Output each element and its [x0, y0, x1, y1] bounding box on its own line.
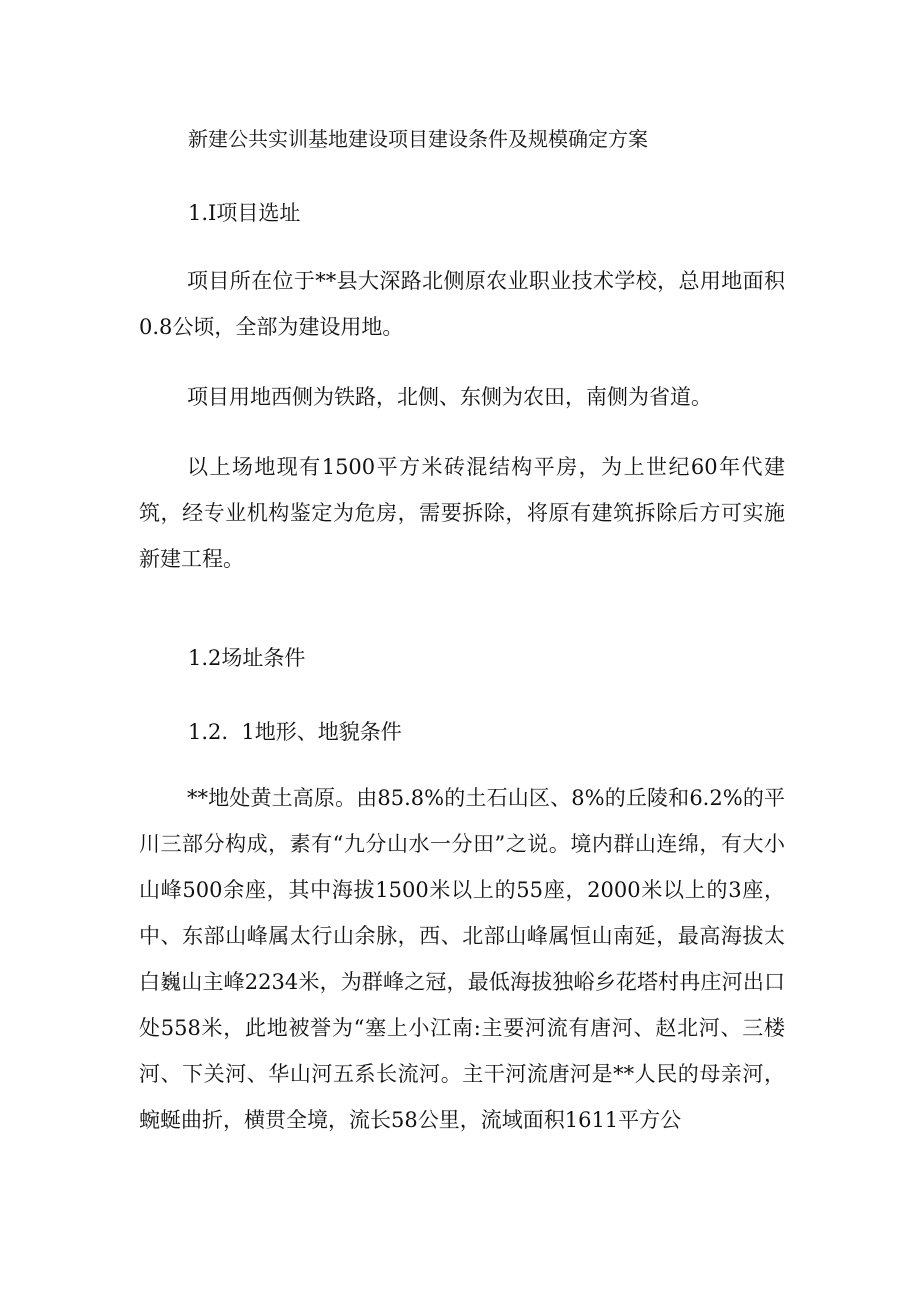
document-title: 新建公共实训基地建设项目建设条件及规模确定方案	[188, 127, 648, 151]
section-heading-1-2: 1.2场址条件	[188, 646, 306, 670]
section-heading-1-1: 1.I项目选址	[188, 201, 301, 225]
paragraph-terrain: **地处黄土高原。由85.8%的土石山区、8%的丘陵和6.2%的平川三部分构成，素有“九分山水一分田”之说。境内群山连绵，有大小山峰500余座，其中海拔1500米以上的55座，2000米以上的3座，中、东部山峰属太行山余脉，西、北部山峰属恒山南延，最高海拔太白巍山主峰2234米，为群峰之冠，最低海拔独峪乡花塔村冉庄河出口处558米，此地被誉为“塞上小江南:主要河流有唐河、赵北河、三楼河、下关河、华山河五系长流河。主干河流唐河是**人民的母亲河，蜿蜒曲折，横贯全境，流长58公里，流域面积1611平方公	[139, 786, 785, 1132]
paragraph-existing-buildings: 以上场地现有1500平方米砖混结构平房，为上世纪60年代建筑，经专业机构鉴定为危房，需要拆除，将原有建筑拆除后方可实施新建工程。	[139, 455, 785, 571]
sub-heading-1-2-1: 1.2. 1地形、地貌条件	[188, 720, 402, 744]
paragraph-site-surroundings: 项目用地西侧为铁路，北侧、东侧为农田，南侧为省道。	[187, 385, 712, 409]
paragraph-project-location: 项目所在位于**县大深路北侧原农业职业技术学校，总用地面积0.8公顷，全部为建设用地。	[139, 269, 785, 339]
